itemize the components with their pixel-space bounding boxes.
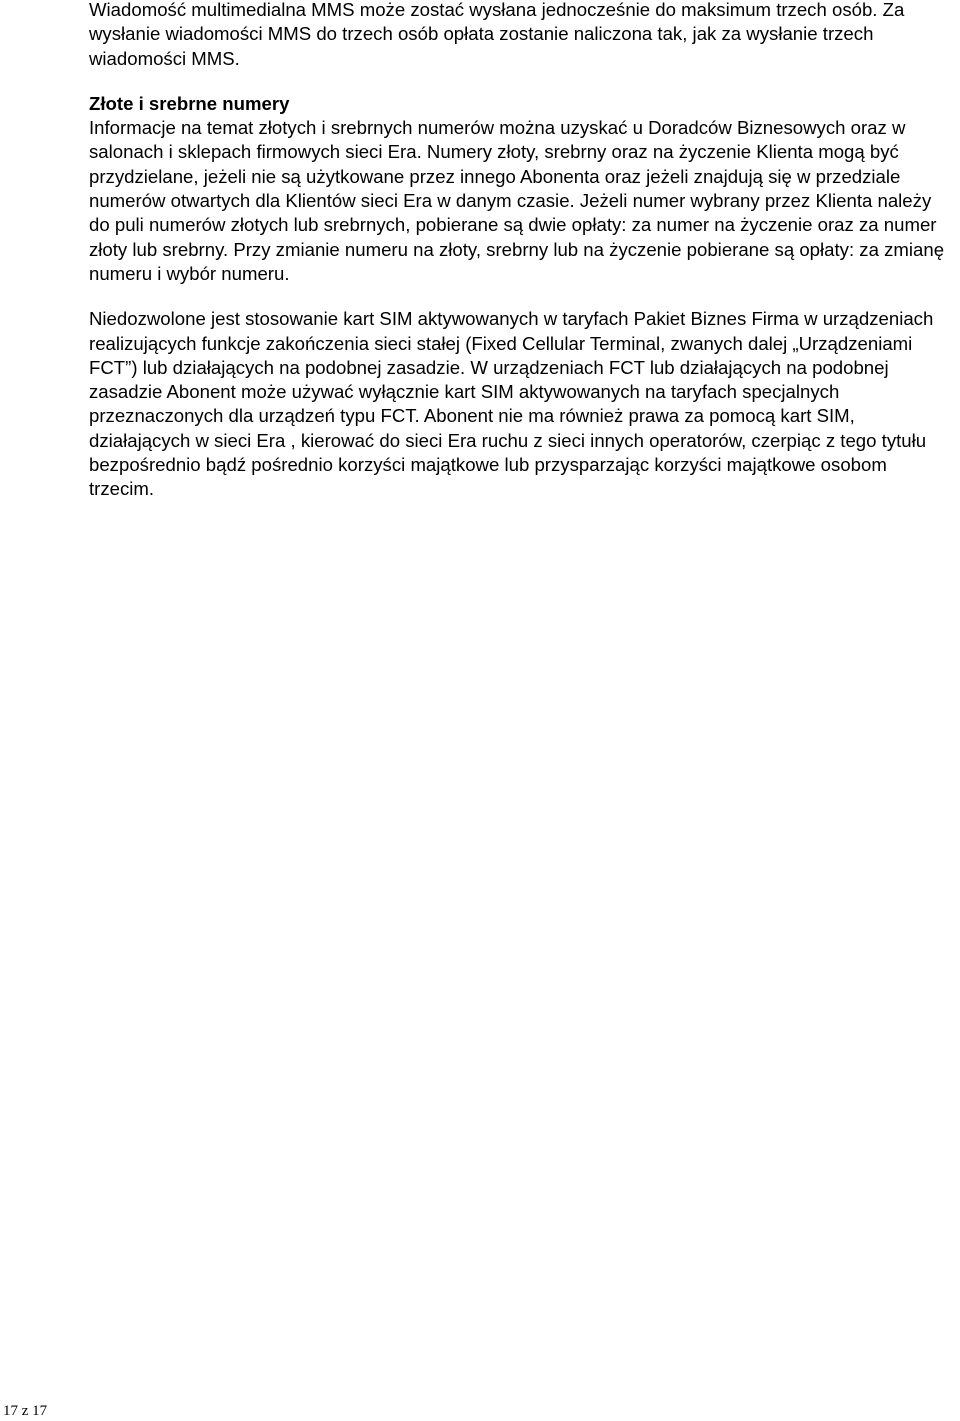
fct-paragraph: Niedozwolone jest stosowanie kart SIM aktywowanych w taryfach Pakiet Biznes Firma w urządzeniach realizujących funkcje zakończenia sieci stałej (Fixed Cellular Terminal, zwanych dalej „Urządzeniami FCT”) lub działających na podobnej zasadzie. W urządzeniach FCT lub działających na podobnej zasadzie Abonent może używać wyłącznie kart SIM aktywowanych na taryfach specjalnych przeznaczonych dla urządzeń typu FCT. Abonent nie ma również prawa za pomocą kart SIM, działających w sieci Era , kierować do sieci Era ruchu z sieci innych operatorów, czerpiąc z tego tytułu bezpośrednio bądź pośrednio korzyści majątkowe lub przysparzając korzyści majątkowe osobom trzecim. xyxy=(89,308,934,500)
page-number: 17 z 17 xyxy=(3,1403,48,1419)
intro-paragraph: Wiadomość multimedialna MMS może zostać wysłana jednocześnie do maksimum trzech osób. Za wysłanie wiadomości MMS do trzech osób opłata zostanie naliczona tak, jak za wysłanie trzech wiadomości MMS. xyxy=(89,0,905,69)
document-body xyxy=(89,0,955,502)
paragraph-spacer xyxy=(89,71,955,92)
section-title-gold-silver-numbers: Złote i srebrne numery xyxy=(89,92,290,114)
paragraph-spacer xyxy=(89,286,955,307)
gold-silver-paragraph: Informacje na temat złotych i srebrnych numerów można uzyskać u Doradców Biznesowych oraz w salonach i sklepach firmowych sieci Era. Numery złoty, srebrny oraz na życzenie Klienta mogą być przydzielane, jeżeli nie są użytkowane przez innego Abonenta oraz jeżeli znajdują się w przedziale numerów otwartych dla Klientów sieci Era w danym czasie. Jeżeli numer wybrany przez Klienta należy do puli numerów złotych lub srebrnych, pobierane są dwie opłaty: za numer na życzenie oraz za numer złoty lub srebrny. Przy zmianie numeru na złoty, srebrny lub na życzenie pobierane są opłaty: za zmianę numeru i wybór numeru. xyxy=(89,117,945,284)
